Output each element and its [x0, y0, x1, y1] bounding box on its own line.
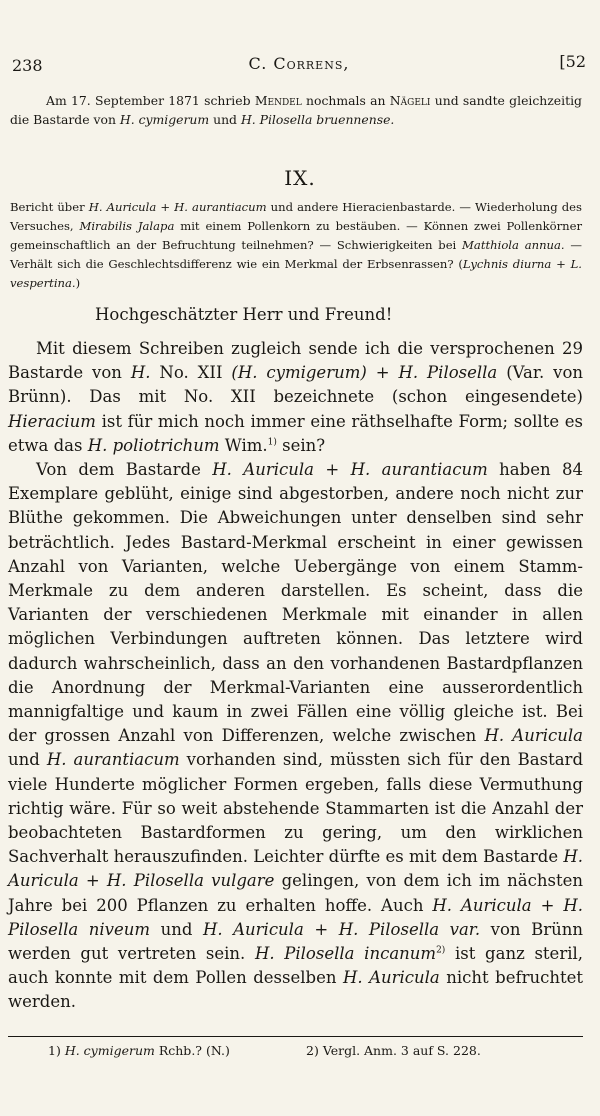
name-naegeli: Nägeli [389, 93, 431, 108]
name-mendel: Mendel [254, 93, 302, 108]
letter-body [8, 337, 583, 1015]
footnote-ref: 2) [436, 945, 446, 956]
footnote-1: 1) H. cymigerum Rchb.? (N.) [48, 1043, 230, 1058]
page-number: 238 [12, 56, 43, 75]
running-header [12, 50, 586, 78]
footnote-divider [8, 1036, 583, 1037]
footnote-ref: 1) [267, 437, 277, 448]
page-reference: [52 [559, 52, 586, 71]
letter-salutation: Hochgeschätzter Herr und Freund! [95, 305, 393, 324]
chapter-heading: IX. [284, 166, 316, 190]
footnote-2: 2) Vergl. Anm. 3 auf S. 228. [306, 1043, 481, 1058]
body-paragraph: Von dem Bastarde H. Auricula + H. aurantiacum haben 84 Exemplare geblüht, einige sind abgestorben, andere noch nicht zur Blüthe gekommen. Die Abweichungen unter denselben sind sehr beträchtlich. Jedes Bastard-Merkmal erscheint in einer gewissen Anzahl von Varianten, welche Uebergänge von einem Stamm-Merkmale zu dem anderen darstellen. Es scheint, dass die Varianten der verschiedenen Merkmale mit einander in allen möglichen Verbindungen auftreten können. Das letztere wird dadurch wahrscheinlich, dass an den vorhandenen Bastardpflanzen die Anordnung der Merkmal-Varianten eine ausserordentlich mannigfaltige und kaum in zwei Fällen eine völlig gleiche ist. Bei der grossen Anzahl von Differenzen, welche zwischen H. Auricula und H. aurantiacum vorhanden sind, müssten sich für den Bastard viele Hunderte möglicher Formen ergeben, falls diese Vermuthung richtig wäre. Für so weit abstehende Stammarten ist die Anzahl der beobachteten Bastardformen zu gering, um den wirklichen Sachverhalt herauszufinden. Leichter dürfte es mit dem Bastarde H. Auricula + H. Pilosella vulgare gelingen, von dem ich im nächsten Jahre bei 200 Pflanzen zu erhalten hoffe. Auch H. Auricula + H. Pilosella niveum und H. Auricula + H. Pilosella var. von Brünn werden gut vertreten sein. H. Pilosella incanum$^{2)}$ ist ganz steril, auch konnte mit dem Pollen desselben H. Auricula nicht befruchtet werden. [8, 460, 584, 1012]
intro-paragraph: Am 17. September 1871 schrieb Mendel nochmals an Nägeli und sandte gleichzeitig die Bastarde von H. cymigerum und H. Pilosella bruennense. [10, 93, 582, 127]
body-paragraph: Mit diesem Schreiben zugleich sende ich die versprochenen 29 Bastarde von H. No. XII (H. cymigerum) + H. Pilosella (Var. von Brünn). Das mit No. XII bezeichnete (schon eingesendete) Hieracium ist für mich noch immer eine räthselhafte Form; sollte es etwa das H. poliotrichum Wim.$^{1)}$ sein? [8, 339, 584, 455]
running-title-author: C. Correns, [248, 54, 350, 73]
chapter-summary: Bericht über H. Auricula + H. aurantiacum und andere Hieracienbastarde. — Wiederholung des Versuches, Mirabilis Jalapa mit einem Pollenkorn zu bestäuben. — Können zwei Pollenkörner gemeinschaftlich an der Befruchtung teilnehmen? — Schwierigkeiten bei Matthiola annua. — Verhält sich die Geschlechtsdifferenz wie ein Merkmal der Erbsenrassen? (Lychnis diurna + L. vespertina.) [10, 200, 582, 290]
